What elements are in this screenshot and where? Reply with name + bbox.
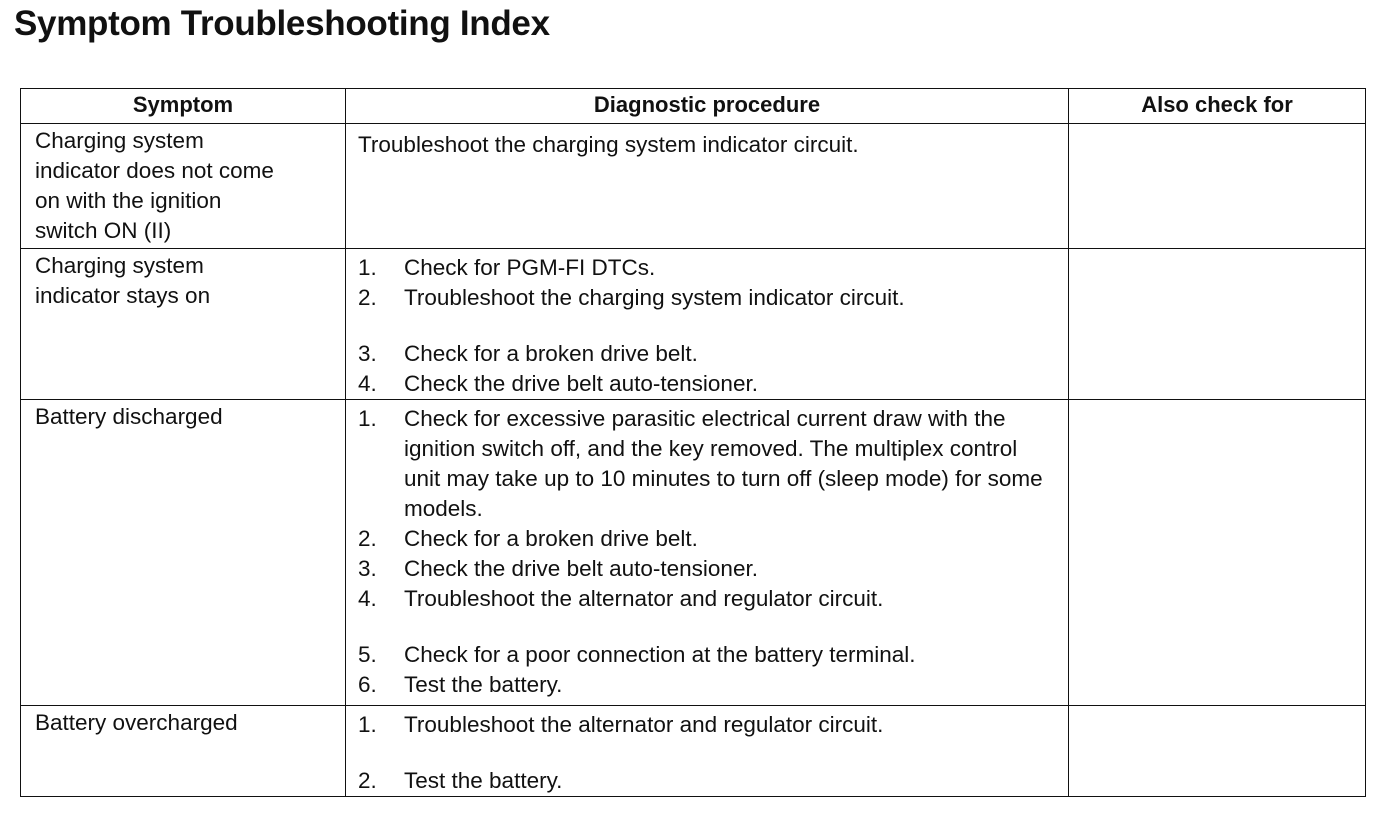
- procedure-step: [358, 253, 1056, 283]
- step-text: Check the drive belt auto-tensioner.: [404, 371, 758, 396]
- procedure-steps: [346, 706, 1068, 796]
- table-row: [21, 400, 1366, 706]
- symptom-text: Charging system indicator stays on: [35, 253, 211, 308]
- header-also-check-for: Also check for: [1069, 89, 1366, 124]
- step-number: 3.: [358, 556, 377, 581]
- step-number: 6.: [358, 672, 377, 697]
- table-header-row: [21, 89, 1366, 124]
- step-text: Check for excessive parasitic electrical current draw with the ignition switch off, and the key removed. The multiplex control unit may take up to 10 minutes to turn off (sleep mode) for some models.: [404, 406, 1043, 521]
- symptom-table: [20, 88, 1366, 797]
- step-number: 4.: [358, 371, 377, 396]
- step-text: Check for PGM-FI DTCs.: [404, 255, 656, 280]
- procedure-step: [358, 369, 1056, 399]
- procedure-step: [358, 640, 1056, 670]
- table-row: [21, 249, 1366, 400]
- step-text: Troubleshoot the alternator and regulator circuit.: [404, 586, 884, 611]
- symptom-text: Charging system indicator does not come on with the ignition switch ON (II): [35, 128, 274, 243]
- procedure-cell: [346, 706, 1069, 797]
- also-check-cell: [1069, 124, 1366, 249]
- step-number: 1.: [358, 255, 377, 280]
- step-text: Check for a poor connection at the battery terminal.: [404, 642, 916, 667]
- procedure-step: [358, 404, 1056, 524]
- procedure-step: [358, 283, 1056, 313]
- step-text: Troubleshoot the alternator and regulator circuit.: [404, 712, 884, 737]
- step-number: 3.: [358, 341, 377, 366]
- header-symptom: Symptom: [21, 89, 346, 124]
- step-text: Check for a broken drive belt.: [404, 341, 698, 366]
- header-diagnostic-procedure: Diagnostic procedure: [346, 89, 1069, 124]
- step-number: 1.: [358, 406, 377, 431]
- step-number: 4.: [358, 586, 377, 611]
- procedure-cell: [346, 400, 1069, 706]
- step-text: Test the battery.: [404, 672, 563, 697]
- symptom-cell: [21, 400, 346, 706]
- procedure-step: [358, 584, 1056, 614]
- procedure-step: [358, 710, 1056, 740]
- also-check-cell: [1069, 400, 1366, 706]
- step-number: 2.: [358, 768, 377, 793]
- step-number: 5.: [358, 642, 377, 667]
- step-text: Check the drive belt auto-tensioner.: [404, 556, 758, 581]
- procedure-text: Troubleshoot the charging system indicator circuit.: [358, 132, 859, 157]
- table-row: [21, 124, 1366, 249]
- procedure-step: [358, 670, 1056, 700]
- also-check-cell: [1069, 706, 1366, 797]
- symptom-cell: [21, 249, 346, 400]
- procedure-step: [358, 554, 1056, 584]
- procedure-steps: [346, 400, 1068, 700]
- step-text: Test the battery.: [404, 768, 563, 793]
- procedure-cell: [346, 124, 1069, 249]
- step-text: Check for a broken drive belt.: [404, 526, 698, 551]
- procedure-steps: [346, 249, 1068, 399]
- step-text: Troubleshoot the charging system indicator circuit.: [404, 285, 905, 310]
- procedure-step: [358, 766, 1056, 796]
- step-number: 2.: [358, 526, 377, 551]
- also-check-cell: [1069, 249, 1366, 400]
- symptom-cell: [21, 706, 346, 797]
- symptom-text: Battery overcharged: [35, 710, 238, 735]
- symptom-cell: [21, 124, 346, 249]
- procedure-step: [358, 524, 1056, 554]
- symptom-text: Battery discharged: [35, 404, 223, 429]
- procedure-cell: [346, 249, 1069, 400]
- table-row: [21, 706, 1366, 797]
- step-number: 2.: [358, 285, 377, 310]
- page-title: Symptom Troubleshooting Index: [14, 4, 550, 43]
- procedure-step: [358, 339, 1056, 369]
- step-number: 1.: [358, 712, 377, 737]
